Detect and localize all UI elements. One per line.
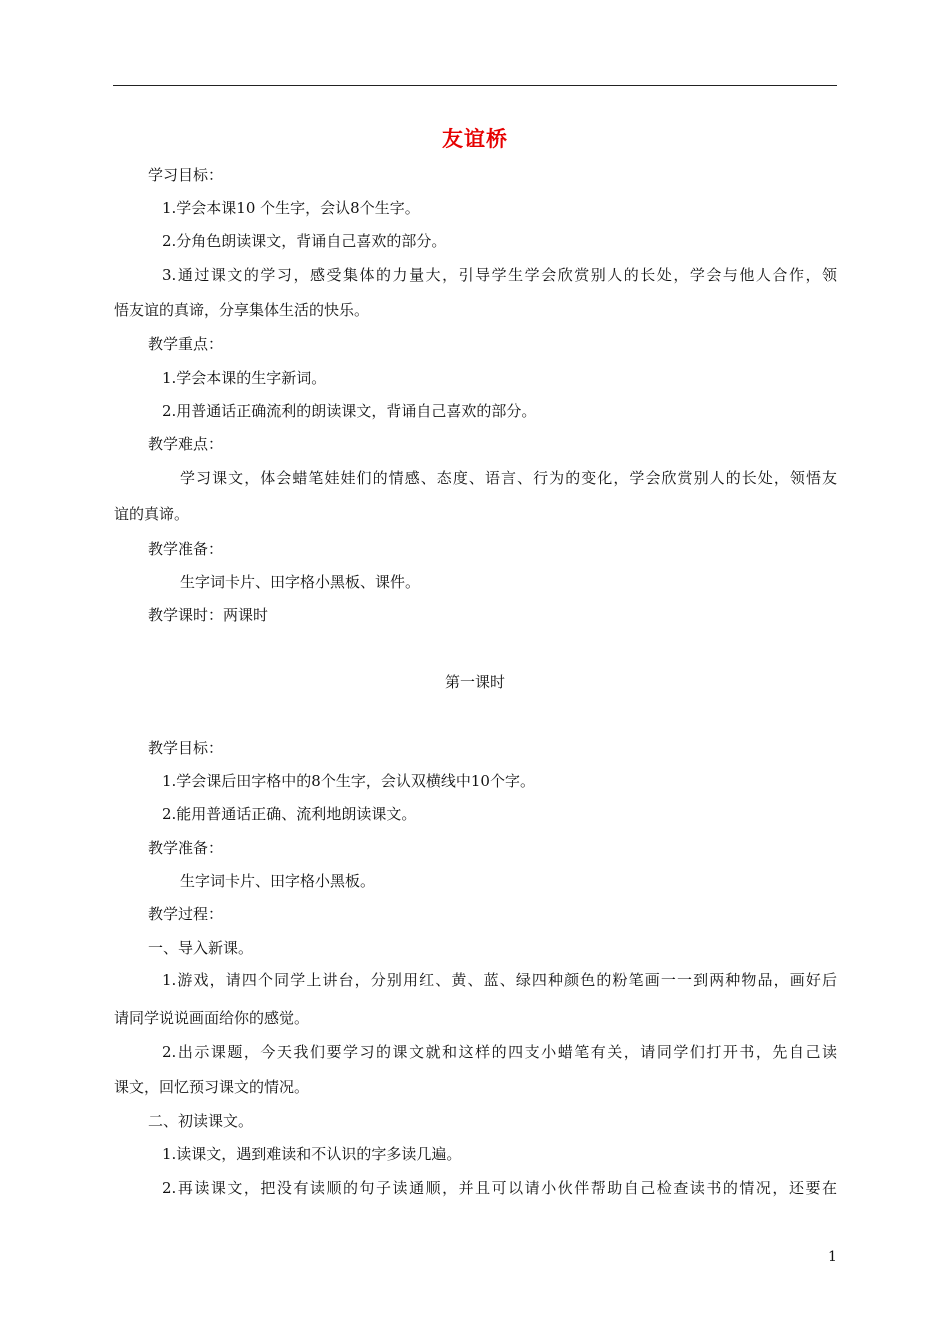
lesson-goal-1: 1.学会课后田字格中的8个生字，会认双横线中10个字。 <box>162 772 535 790</box>
process-1-1-line-1: 1.游戏，请四个同学上讲台，分别用红、黄、蓝、绿四种颜色的粉笔画一一到两种物品，画好后 <box>162 971 837 989</box>
goal-item-2: 2.分角色朗读课文，背诵自己喜欢的部分。 <box>162 232 447 250</box>
process-1-2-line-2: 课文，回忆预习课文的情况。 <box>114 1078 310 1096</box>
goal-item-3-line-2: 悟友谊的真谛，分享集体生活的快乐。 <box>114 301 370 319</box>
process-1-2-line-1: 2.出示课题，今天我们要学习的课文就和这样的四支小蜡笔有关，请同学们打开书，先自己读 <box>162 1043 837 1061</box>
difficulties-heading: 教学难点： <box>148 435 224 453</box>
lesson-preparation-text: 生字词卡片、田字格小黑板。 <box>180 872 376 890</box>
goals-heading: 学习目标： <box>148 166 224 184</box>
key-points-heading: 教学重点： <box>148 335 224 353</box>
process-2-1: 1.读课文，遇到难读和不认识的字多读几遍。 <box>162 1145 462 1163</box>
process-heading: 教学过程： <box>148 905 224 923</box>
lesson-goals-heading: 教学目标： <box>148 739 224 757</box>
header-rule <box>113 85 837 86</box>
page-number: 1 <box>828 1249 837 1265</box>
goal-item-3-line-1: 3.通过课文的学习，感受集体的力量大，引导学生学会欣赏别人的长处，学会与他人合作，领 <box>162 266 837 284</box>
class-hours: 教学课时：两课时 <box>148 606 269 624</box>
key-point-2: 2.用普通话正确流利的朗读课文，背诵自己喜欢的部分。 <box>162 402 537 420</box>
lesson-goal-2: 2.能用普通话正确、流利地朗读课文。 <box>162 805 417 823</box>
goal-item-1: 1.学会本课10 个生字，会认8个生字。 <box>162 199 420 217</box>
process-1-1-line-2: 请同学说说画面给你的感觉。 <box>114 1009 310 1027</box>
difficulties-line-2: 谊的真谛。 <box>114 505 190 523</box>
process-part-2: 二、初读课文。 <box>148 1112 254 1130</box>
process-part-1: 一、导入新课。 <box>148 939 254 957</box>
difficulties-line-1: 学习课文，体会蜡笔娃娃们的情感、态度、语言、行为的变化，学会欣赏别人的长处，领悟友 <box>180 469 837 487</box>
lesson-1-heading: 第一课时 <box>444 673 505 691</box>
process-2-2: 2.再读课文，把没有读顺的句子读通顺，并且可以请小伙伴帮助自己检查读书的情况，还要在 <box>162 1179 837 1197</box>
preparation-heading: 教学准备： <box>148 540 224 558</box>
document-title: 友谊桥 <box>442 127 508 151</box>
key-point-1: 1.学会本课的生字新词。 <box>162 369 327 387</box>
preparation-text: 生字词卡片、田字格小黑板、课件。 <box>180 573 421 591</box>
lesson-preparation-heading: 教学准备： <box>148 839 224 857</box>
